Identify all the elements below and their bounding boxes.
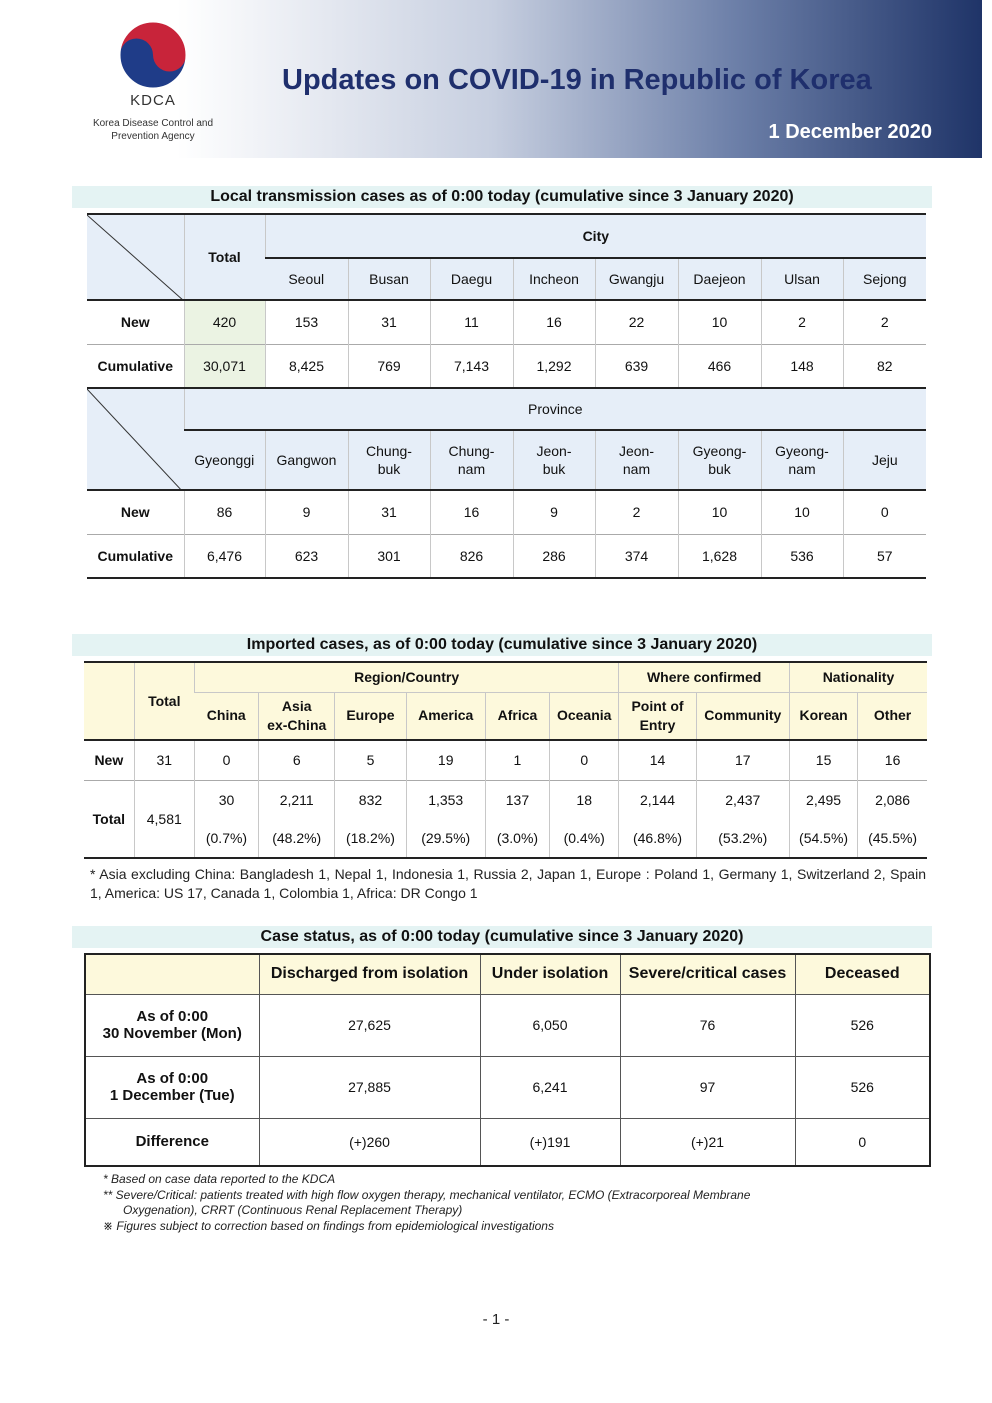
table-row bbox=[84, 780, 927, 858]
status-value: 0 bbox=[795, 1118, 930, 1166]
imported-new-value: 15 bbox=[789, 740, 857, 780]
row-label-cumulative: Cumulative bbox=[97, 547, 173, 564]
row-label-new: New bbox=[94, 752, 124, 769]
imported-total-value: 2,495 (54.5%) bbox=[789, 780, 857, 858]
province-new-value: 31 bbox=[348, 490, 430, 534]
imported-new-total: 31 bbox=[134, 740, 194, 780]
imported-total-total: 4,581 bbox=[134, 780, 194, 858]
province-new-value: 10 bbox=[761, 490, 843, 534]
status-value: 27,885 bbox=[259, 1056, 480, 1118]
imported-total-value: 2,211 (48.2%) bbox=[259, 780, 335, 858]
province-cumulative-value: 6,476 bbox=[184, 534, 265, 578]
province-name: Gyeong- nam bbox=[761, 430, 843, 490]
city-new-value: 22 bbox=[595, 300, 678, 344]
imported-column-header: Europe bbox=[335, 692, 406, 740]
imported-new-value: 6 bbox=[259, 740, 335, 780]
table-row bbox=[85, 1118, 930, 1166]
row-label-cumulative: Cumulative bbox=[97, 357, 173, 374]
province-cumulative-value: 286 bbox=[513, 534, 595, 578]
case-status-notes bbox=[103, 1172, 903, 1234]
status-header: Discharged from isolation bbox=[259, 954, 480, 994]
province-name: Chung- buk bbox=[348, 430, 430, 490]
city-name: Daegu bbox=[430, 258, 513, 300]
imported-new-value: 1 bbox=[485, 740, 549, 780]
city-cumulative-value: 769 bbox=[348, 344, 430, 388]
note-line: Oxygenation), CRRT (Continuous Renal Replacement Therapy) bbox=[123, 1203, 463, 1217]
status-header: Under isolation bbox=[480, 954, 620, 994]
status-value: 27,625 bbox=[259, 994, 480, 1056]
imported-new-value: 16 bbox=[858, 740, 927, 780]
city-new-value: 153 bbox=[265, 300, 348, 344]
imported-column-header: China bbox=[194, 692, 258, 740]
status-section-title: Case status, as of 0:00 today (cumulative since 3 January 2020) bbox=[72, 926, 932, 948]
city-name: Daejeon bbox=[678, 258, 761, 300]
province-name: Gyeong- buk bbox=[678, 430, 761, 490]
status-header: Severe/critical cases bbox=[620, 954, 795, 994]
imported-column-header: Other bbox=[858, 692, 927, 740]
diagonal-line-icon bbox=[87, 389, 184, 490]
imported-new-value: 17 bbox=[696, 740, 789, 780]
imported-total-value: 2,144 (46.8%) bbox=[619, 780, 696, 858]
imported-column-header: Africa bbox=[485, 692, 549, 740]
city-corner-cell bbox=[87, 214, 184, 300]
imported-new-value: 0 bbox=[194, 740, 258, 780]
local-total-cumulative: 30,071 bbox=[184, 344, 265, 388]
status-value: 97 bbox=[620, 1056, 795, 1118]
imported-column-header: Oceania bbox=[550, 692, 619, 740]
city-new-value: 2 bbox=[761, 300, 843, 344]
case-status-table bbox=[84, 953, 931, 1167]
province-name: Gyeonggi bbox=[184, 430, 265, 490]
city-cumulative-value: 148 bbox=[761, 344, 843, 388]
province-cumulative-value: 374 bbox=[595, 534, 678, 578]
imported-total-value: 137 (3.0%) bbox=[485, 780, 549, 858]
city-new-value: 2 bbox=[843, 300, 926, 344]
province-new-value: 0 bbox=[843, 490, 926, 534]
province-header: Province bbox=[184, 388, 926, 430]
where-confirmed-header: Where confirmed bbox=[619, 662, 790, 692]
local-total-new: 420 bbox=[184, 300, 265, 344]
city-name: Sejong bbox=[843, 258, 926, 300]
table-row bbox=[87, 534, 926, 578]
city-new-value: 10 bbox=[678, 300, 761, 344]
city-name: Busan bbox=[348, 258, 430, 300]
imported-column-header: Korean bbox=[789, 692, 857, 740]
province-new-value: 86 bbox=[184, 490, 265, 534]
province-corner-cell bbox=[87, 388, 184, 490]
city-name: Gwangju bbox=[595, 258, 678, 300]
agency-line-2: Prevention Agency bbox=[111, 131, 195, 142]
imported-new-value: 5 bbox=[335, 740, 406, 780]
city-cumulative-value: 8,425 bbox=[265, 344, 348, 388]
agency-name bbox=[80, 117, 226, 143]
city-cumulative-value: 466 bbox=[678, 344, 761, 388]
local-total-header: Total bbox=[184, 214, 265, 300]
city-header: City bbox=[265, 214, 926, 258]
imported-corner-cell bbox=[84, 662, 134, 740]
province-cumulative-value: 1,628 bbox=[678, 534, 761, 578]
status-corner-cell bbox=[85, 954, 259, 994]
city-new-value: 16 bbox=[513, 300, 595, 344]
document-date: 1 December 2020 bbox=[768, 121, 932, 143]
status-value: 526 bbox=[795, 1056, 930, 1118]
imported-total-header: Total bbox=[134, 662, 194, 740]
row-label-new: New bbox=[120, 504, 150, 521]
city-name: Ulsan bbox=[761, 258, 843, 300]
province-new-value: 2 bbox=[595, 490, 678, 534]
city-cumulative-value: 1,292 bbox=[513, 344, 595, 388]
province-new-value: 16 bbox=[430, 490, 513, 534]
document-title: Updates on COVID-19 in Republic of Korea bbox=[282, 64, 872, 96]
agency-line-1: Korea Disease Control and bbox=[92, 118, 214, 129]
city-cumulative-value: 639 bbox=[595, 344, 678, 388]
imported-total-value: 2,086 (45.5%) bbox=[858, 780, 927, 858]
note-line: ※ Figures subject to correction based on findings from epidemiological investigations bbox=[103, 1218, 554, 1233]
imported-cases-table bbox=[84, 661, 927, 859]
province-name: Jeju bbox=[843, 430, 926, 490]
note-line: * Based on case data reported to the KDCA bbox=[103, 1172, 336, 1186]
imported-new-value: 19 bbox=[406, 740, 485, 780]
nationality-header: Nationality bbox=[789, 662, 927, 692]
province-cumulative-value: 826 bbox=[430, 534, 513, 578]
status-value: (+)260 bbox=[259, 1118, 480, 1166]
imported-total-value: 1,353 (29.5%) bbox=[406, 780, 485, 858]
province-cumulative-value: 57 bbox=[843, 534, 926, 578]
imported-total-value: 832 (18.2%) bbox=[335, 780, 406, 858]
province-name: Chung- nam bbox=[430, 430, 513, 490]
table-row bbox=[87, 300, 926, 344]
imported-section-title: Imported cases, as of 0:00 today (cumulative since 3 January 2020) bbox=[72, 634, 932, 656]
note-line: ** Severe/Critical: patients treated with high flow oxygen therapy, mechanical ventilator, ECMO (Extracorporeal Membrane bbox=[103, 1187, 751, 1202]
imported-column-header: Asia ex-China bbox=[259, 692, 335, 740]
province-cumulative-value: 623 bbox=[265, 534, 348, 578]
city-name: Incheon bbox=[513, 258, 595, 300]
status-value: 526 bbox=[795, 994, 930, 1056]
city-cumulative-value: 7,143 bbox=[430, 344, 513, 388]
status-value: 6,241 bbox=[480, 1056, 620, 1118]
province-cumulative-value: 536 bbox=[761, 534, 843, 578]
local-section-title: Local transmission cases as of 0:00 today (cumulative since 3 January 2020) bbox=[72, 186, 932, 208]
imported-new-value: 14 bbox=[619, 740, 696, 780]
table-row bbox=[84, 740, 927, 780]
status-value: 76 bbox=[620, 994, 795, 1056]
province-new-value: 9 bbox=[265, 490, 348, 534]
imported-column-header: America bbox=[406, 692, 485, 740]
city-new-value: 11 bbox=[430, 300, 513, 344]
status-value: (+)191 bbox=[480, 1118, 620, 1166]
status-row-label: As of 0:00 30 November (Mon) bbox=[85, 994, 259, 1056]
status-value: 6,050 bbox=[480, 994, 620, 1056]
row-label-total: Total bbox=[92, 810, 126, 827]
province-name: Gangwon bbox=[265, 430, 348, 490]
imported-total-value: 18 (0.4%) bbox=[550, 780, 619, 858]
status-header: Deceased bbox=[795, 954, 930, 994]
province-name: Jeon- nam bbox=[595, 430, 678, 490]
table-row bbox=[85, 994, 930, 1056]
page-number: - 1 - bbox=[482, 1311, 510, 1328]
imported-column-header: Community bbox=[696, 692, 789, 740]
imported-new-value: 0 bbox=[550, 740, 619, 780]
city-cumulative-value: 82 bbox=[843, 344, 926, 388]
local-transmission-table bbox=[87, 213, 926, 579]
imported-column-header: Point of Entry bbox=[619, 692, 696, 740]
imported-total-value: 30 (0.7%) bbox=[194, 780, 258, 858]
province-cumulative-value: 301 bbox=[348, 534, 430, 578]
table-row bbox=[87, 344, 926, 388]
imported-footnote: * Asia excluding China: Bangladesh 1, Nepal 1, Indonesia 1, Russia 2, Japan 1, Europe : Poland 1, Germany 1, Switzerland 2, Spain 1, America: US 17, Canada 1, Colombia 1, Africa: DR Congo 1 bbox=[90, 866, 926, 901]
status-row-label: As of 0:00 1 December (Tue) bbox=[85, 1056, 259, 1118]
status-value: (+)21 bbox=[620, 1118, 795, 1166]
status-row-label: Difference bbox=[85, 1118, 259, 1166]
logo-name: KDCA bbox=[130, 92, 176, 109]
kdca-logo-icon bbox=[118, 20, 188, 90]
diagonal-line-icon bbox=[87, 215, 184, 300]
city-name: Seoul bbox=[265, 258, 348, 300]
province-new-value: 10 bbox=[678, 490, 761, 534]
table-row bbox=[85, 1056, 930, 1118]
region-country-header: Region/Country bbox=[194, 662, 618, 692]
row-label-new: New bbox=[120, 314, 150, 331]
province-name: Jeon- buk bbox=[513, 430, 595, 490]
imported-total-value: 2,437 (53.2%) bbox=[696, 780, 789, 858]
province-new-value: 9 bbox=[513, 490, 595, 534]
city-new-value: 31 bbox=[348, 300, 430, 344]
table-row bbox=[87, 490, 926, 534]
